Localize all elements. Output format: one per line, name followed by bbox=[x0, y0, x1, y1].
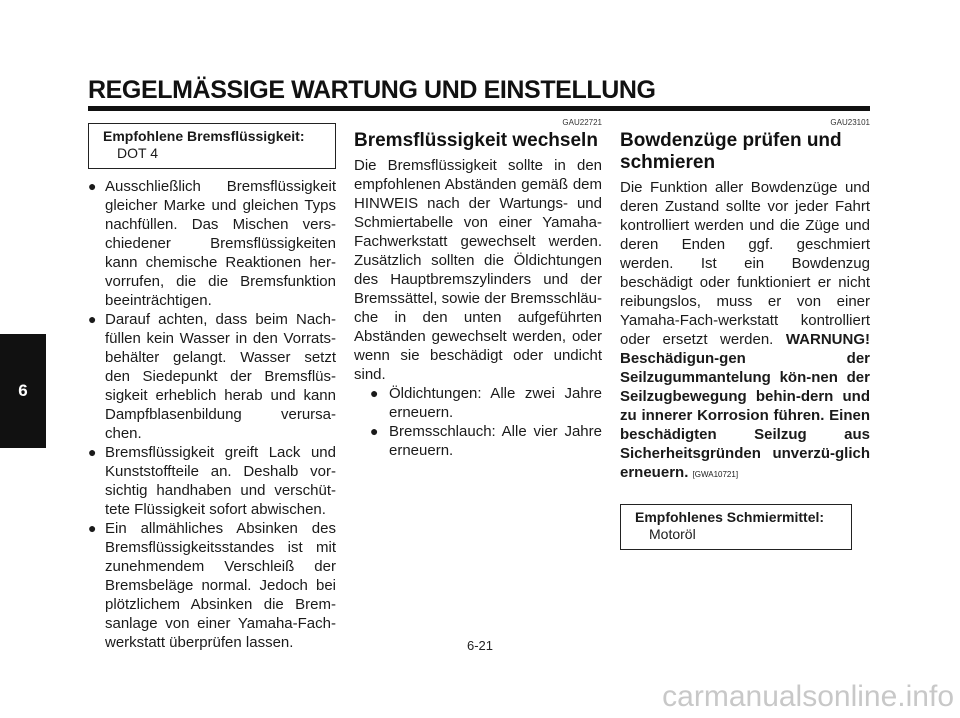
spec-box-lubricant bbox=[620, 504, 852, 550]
section-title-cables: Bowdenzüge prüfen und schmieren bbox=[620, 130, 842, 173]
page-number: 6-21 bbox=[466, 638, 494, 653]
spec-label: Empfohlene Bremsflüssigkeit: bbox=[103, 128, 305, 144]
list-item: ● Öldichtungen: Alle zwei Jahre erneuern. bbox=[354, 384, 602, 422]
chapter-number: 6 bbox=[18, 381, 28, 400]
bullet-list bbox=[88, 177, 336, 652]
column-right bbox=[620, 118, 870, 550]
list-item: ● Ausschließlich Bremsflüssigkeit gleicher Marke und gleichen Typs nachfüllen. Das Mischen vers-chiedener Bremsflüssigkeiten kann chemische Reaktionen her-vorrufen, die die Bremsfunktion beeinträchtigen. bbox=[88, 177, 336, 310]
spec-value: DOT 4 bbox=[117, 145, 158, 161]
spec-label: Empfohlenes Schmiermittel: bbox=[635, 509, 825, 525]
body-text: Die Funktion aller Bowdenzüge und deren Zustand sollte vor jeder Fahrt kontrolliert werden und die Züge und deren Enden ggf. geschmiert werden. Ist ein Bowdenzug beschädigt oder funktioniert er nicht reibungslos, muss er von einer Yamaha-Fach-werkstatt kontrolliert oder ersetzt werden. bbox=[620, 179, 870, 348]
bullet-list bbox=[354, 384, 602, 460]
section-title-brake-fluid-change: Bremsflüssigkeit wechseln bbox=[354, 130, 598, 151]
section-code: GAU22721 bbox=[562, 118, 602, 127]
list-item: ● Darauf achten, dass beim Nach-füllen kein Wasser in den Vorrats-behälter gelangt. Wasser setzt den Siedepunkt der Bremsflüs-sigkeit erheblich herab und kann Dampfblasenbildung verursa-chen. bbox=[88, 310, 336, 443]
column-left bbox=[88, 118, 336, 652]
chapter-tab bbox=[0, 334, 46, 448]
body-paragraph bbox=[620, 178, 870, 484]
column-middle bbox=[354, 118, 602, 460]
body-paragraph: Die Bremsflüssigkeit sollte in den empfohlenen Abständen gemäß dem HINWEIS nach der Wartungs- und Schmiertabelle von einer Yamaha-Fachwerkstatt gewechselt werden. Zusätzlich sollten die Öldichtungen des Hauptbremszylinders und der Bremssättel, sowie der Bremsschläu-che in den unten aufgeführten Abständen gewechselt werden, oder wenn sie beschädigt oder undicht sind. bbox=[354, 157, 602, 383]
section-header-title: REGELMÄSSIGE WARTUNG UND EINSTELLUNG bbox=[88, 76, 656, 104]
list-item: ● Ein allmähliches Absinken des Bremsflüssigkeitsstandes ist mit zunehmendem Verschleiß der Bremsbeläge normal. Jedoch bei plötzlichem Absinken die Brem-sanlage von einer Yamaha-Fach-werkstatt überprüfen lassen. bbox=[88, 519, 336, 652]
list-item: ● Bremsflüssigkeit greift Lack und Kunststoffteile an. Deshalb vor-sichtig handhaben und verschüt-tete Flüssigkeit sofort abwischen. bbox=[88, 443, 336, 519]
section-code: GAU23101 bbox=[830, 118, 870, 127]
header-divider bbox=[88, 106, 870, 111]
warning-code: [GWA10721] bbox=[692, 470, 739, 479]
spec-value: Motoröl bbox=[649, 526, 696, 542]
watermark: carmanualsonline.info bbox=[662, 680, 954, 713]
spec-box-brake-fluid bbox=[88, 123, 336, 169]
list-item: ● Bremsschlauch: Alle vier Jahre erneuern. bbox=[354, 422, 602, 460]
warning-text: WARNUNG! Beschädigun-gen der Seilzugummantelung kön-nen der Seilzugbewegung behin-dern und zu innerer Korrosion führen. Einen beschädigten Seilzug aus Sicherheitsgründen unverzü-glich erneuern. bbox=[620, 331, 870, 481]
